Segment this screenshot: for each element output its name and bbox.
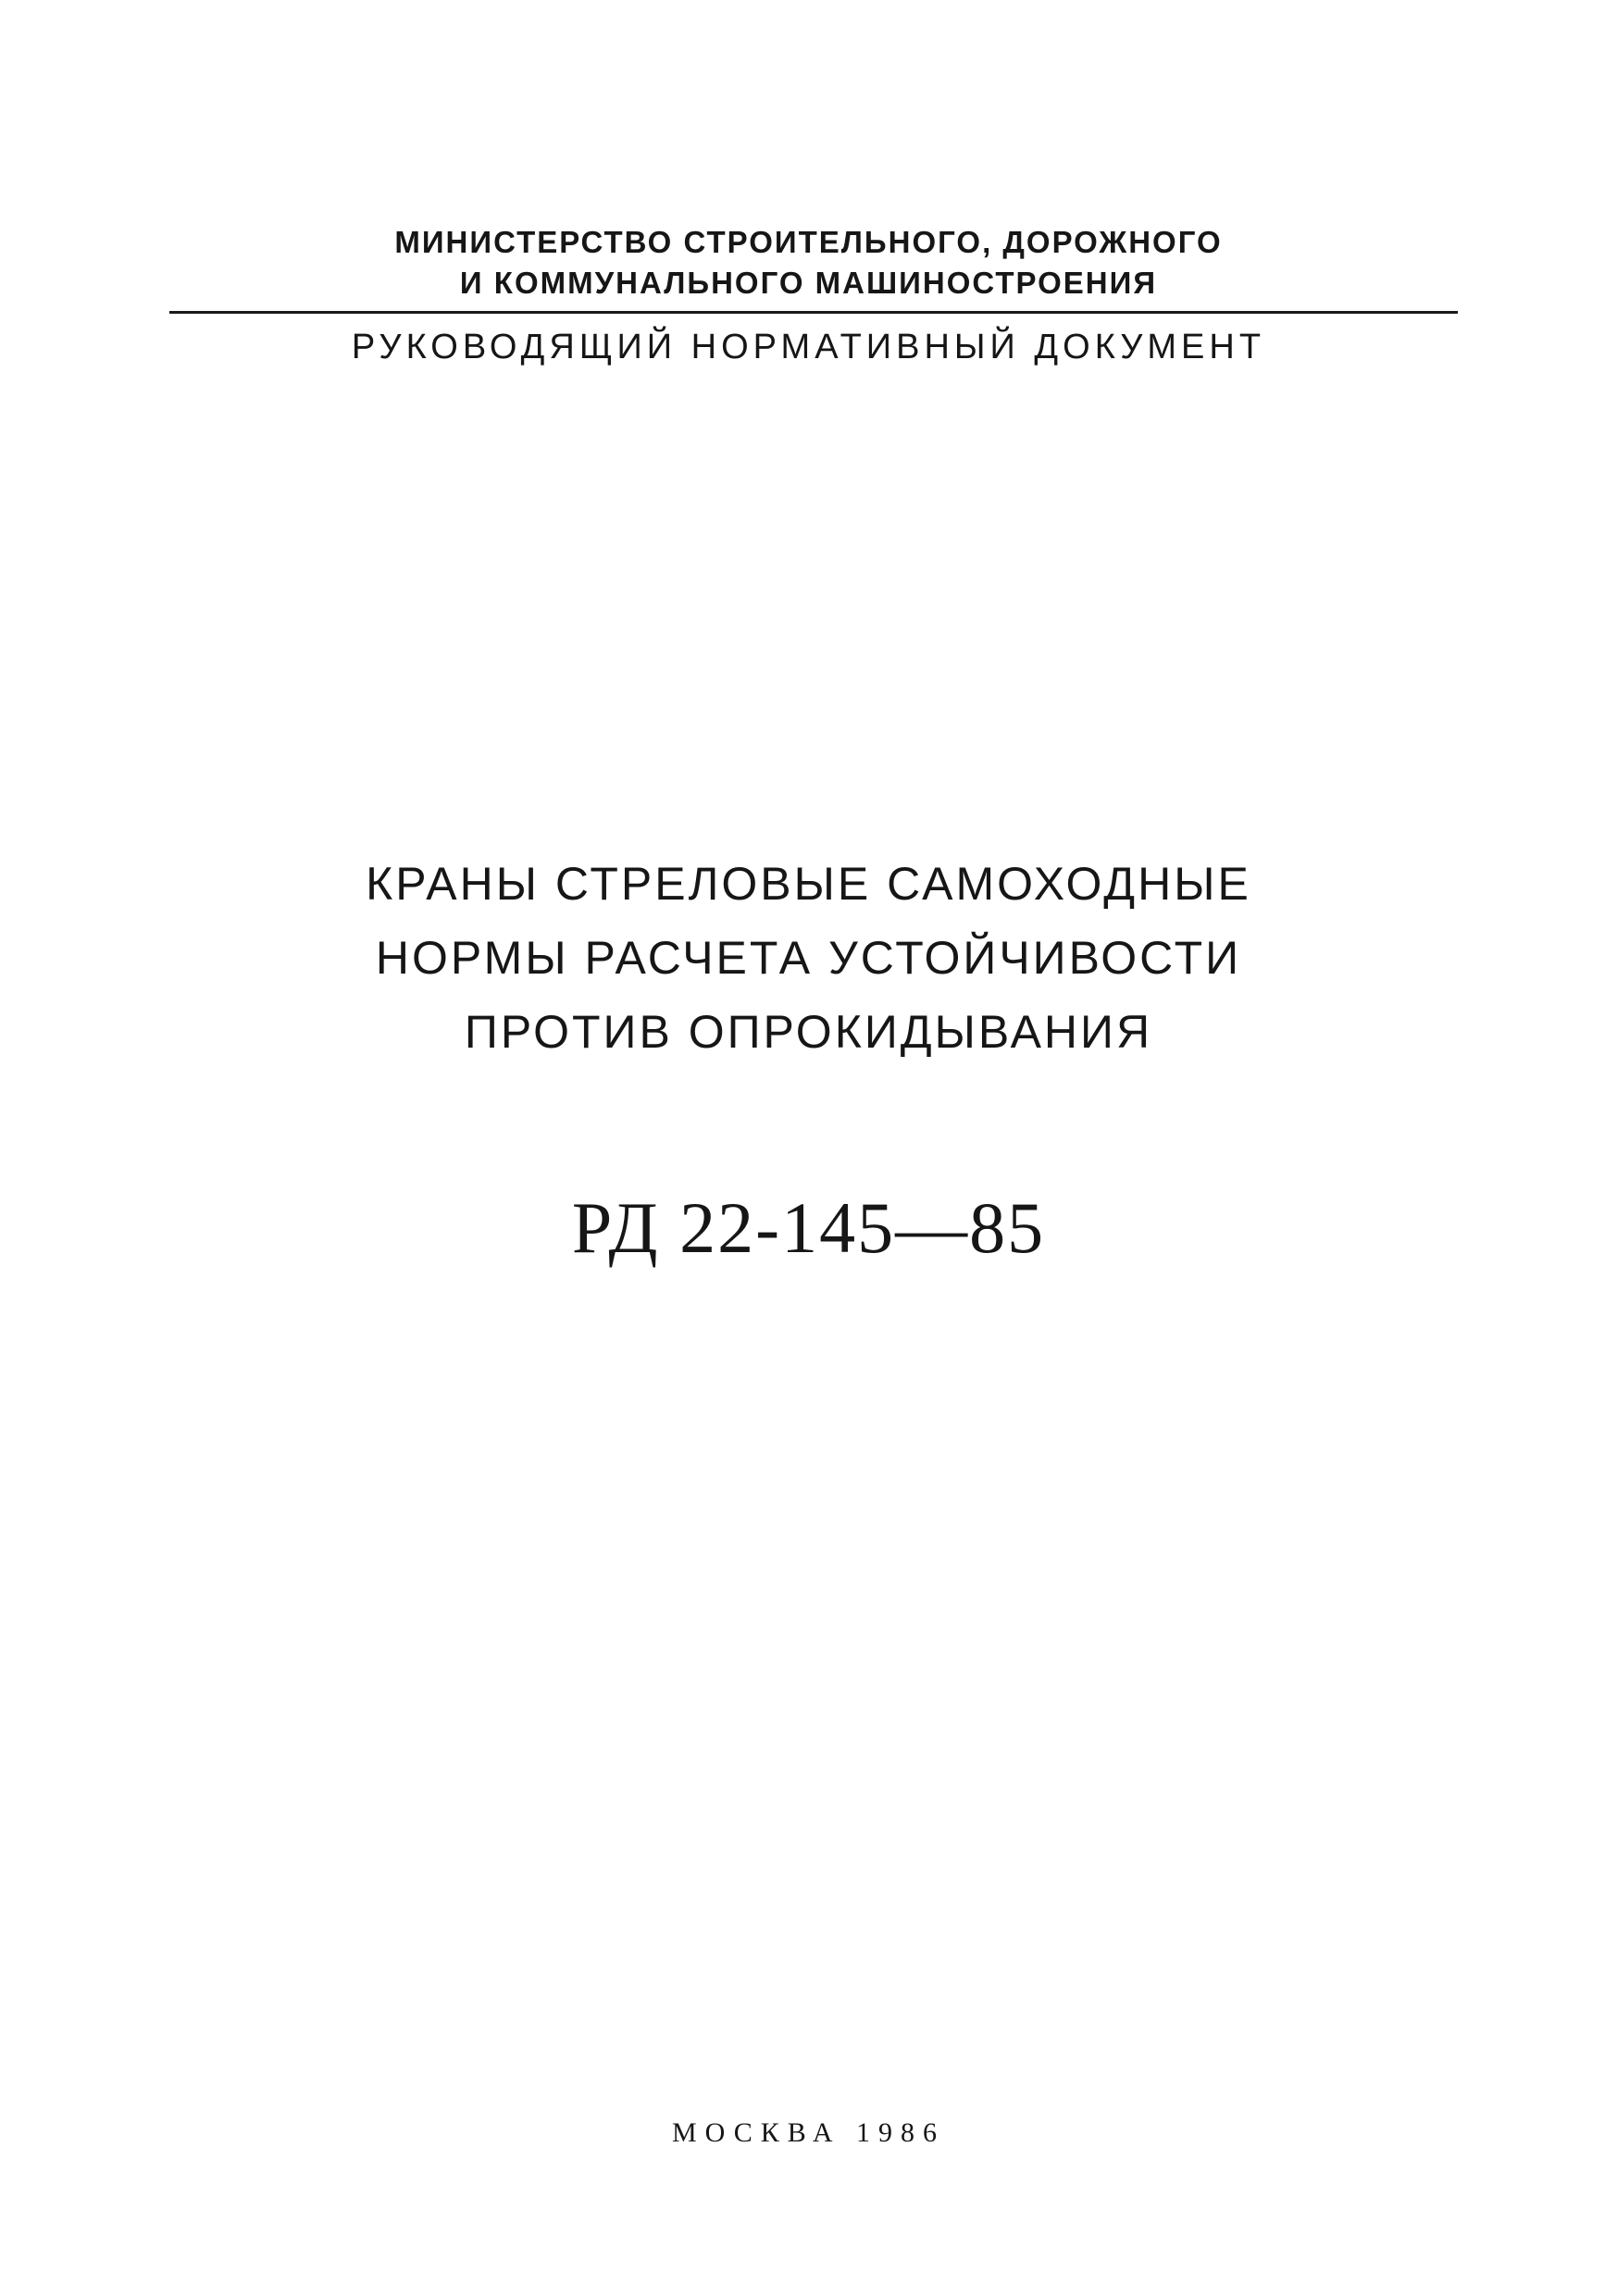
document-code: РД 22-145—85 [571,1187,1046,1268]
title-line2: НОРМЫ РАСЧЕТА УСТОЙЧИВОСТИ [375,932,1242,984]
ministry-name-line2: И КОММУНАЛЬНОГО МАШИНОСТРОЕНИЯ [459,266,1158,300]
title-line3: ПРОТИВ ОПРОКИДЫВАНИЯ [464,1006,1153,1058]
header-divider [169,311,1458,314]
publication-place-year: МОСКВА 1986 [671,2117,945,2148]
document-type: РУКОВОДЯЩИЙ НОРМАТИВНЫЙ ДОКУМЕНТ [351,328,1266,366]
ministry-name-line1: МИНИСТЕРСТВО СТРОИТЕЛЬНОГО, ДОРОЖНОГО [394,225,1223,259]
title-line1: КРАНЫ СТРЕЛОВЫЕ САМОХОДНЫЕ [366,858,1251,910]
